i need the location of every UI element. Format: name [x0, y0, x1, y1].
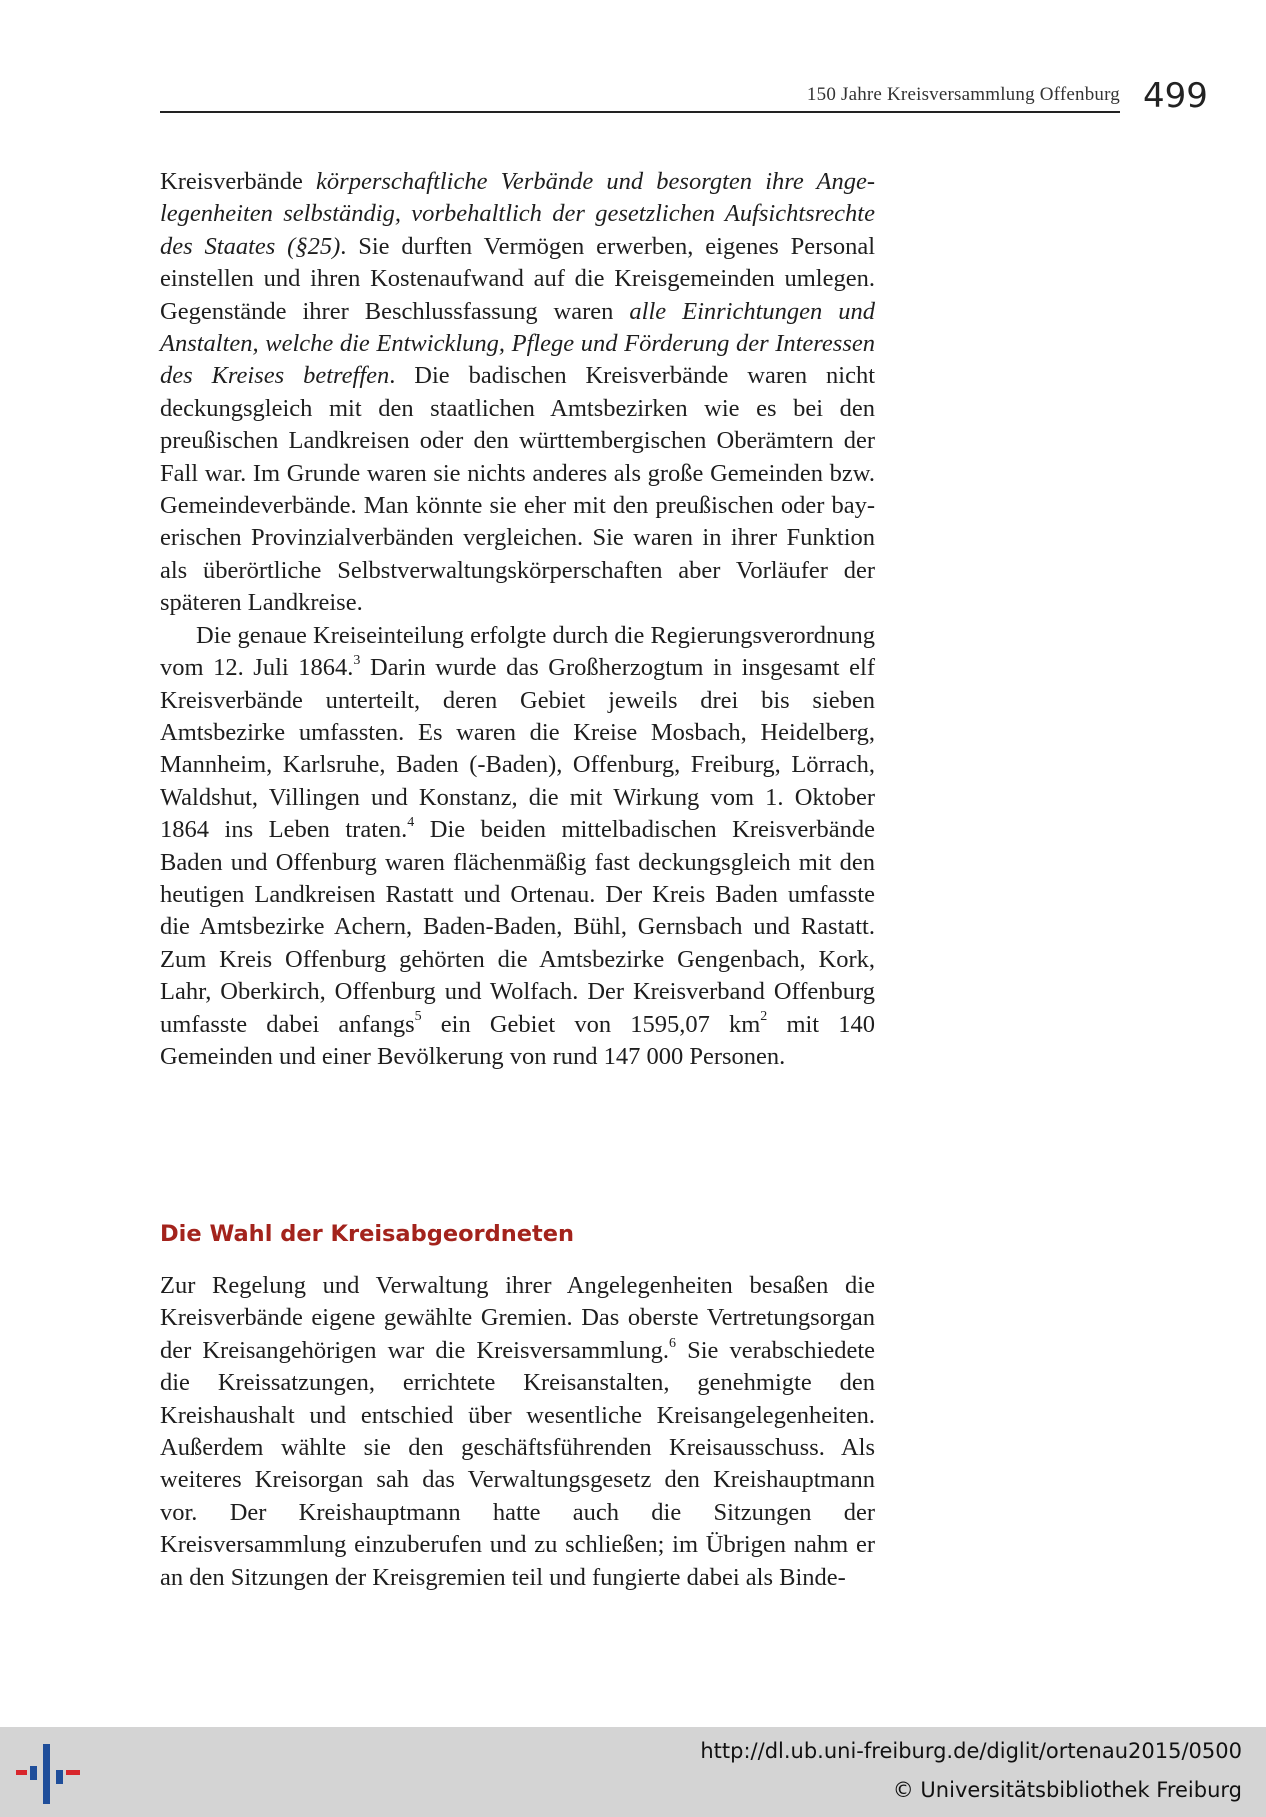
section-heading: Die Wahl der Kreisabgeordneten [160, 1221, 575, 1247]
footnote-marker: 3 [353, 652, 361, 668]
text-run: mit 140 Gemeinden und einer Bevölkerung von rund 147 000 Personen. [160, 1010, 876, 1070]
italic-quote: alle Einrichtungen und Anstalten, welche die Entwicklung, Pflege und Förderung der Interessen des Kreises betreffen [160, 297, 875, 390]
copyright-notice: © Universitätsbibliothek Freiburg [892, 1778, 1242, 1802]
italic-quote: körperschaftliche Verbände und besorgten ihre Angelegenheiten selbständig, vorbehaltlich der gesetzlichen Aufsichtsrechte des Staates (§25) [160, 168, 875, 260]
running-title: 150 Jahre Kreisversammlung Offenburg [806, 84, 1120, 105]
text-run: Die genaue Kreiseinteilung erfolgte durch die Regierungsverordnung vom 12. Juli 1864. [160, 621, 875, 682]
footnote-marker: 2 [760, 1009, 768, 1025]
text-run: Darin wurde das Großherzogtum in insgesamt elf Kreisverbände unterteilt, deren Gebiet jeweils drei bis sieben Amtsbezirke umfassten. Es waren die Kreise Mosbach, Heidelberg, Mannheim, Karlsruhe, Baden (-Baden), Offenburg, Freiburg, Lörrach, Waldshut, Villingen und Konstanz, die mit Wirkung vom 1. Oktober 1864 ins Leben traten. [160, 654, 875, 844]
text-run: Sie verabschiedete die Kreissatzungen, errichtete Kreisanstalten, genehmigte den Kreishaushalt und entschied über wesentliche Kreisangelegenheiten. Außerdem wählte sie den geschäftsführenden Kreisausschuss. Als weiteres Kreisorgan sah das Verwaltungsgesetz den Kreishauptmann vor. Der Kreishauptmann hatte auch die Sitzungen der Kreisversammlung einzuberufen und zu schließen; im Übrigen nahm er an den Sitzungen der Kreisgremien teil und fungierte dabei als Binde- [160, 1336, 876, 1591]
text-run: . Sie durften Vermögen erwerben, eigenes Personal einstellen und ihren Kostenaufwand auf die Kreisgemeinden umlegen. Gegenstände ihrer Beschlussfassung waren [160, 232, 876, 325]
page-number: 499 [1143, 76, 1208, 116]
header-rule [160, 111, 1120, 113]
source-url-link[interactable]: http://dl.ub.uni-freiburg.de/diglit/ortenau2015/0500 [700, 1739, 1242, 1763]
text-run: Zur Regelung und Verwaltung ihrer Angelegenheiten besaßen die Kreisverbände eigene gewählte Gremien. Das oberste Vertretungsorgan der Kreisangehörigen war die Kreisversammlung. [160, 1272, 875, 1364]
body-text-section-1 [160, 166, 875, 1073]
text-run: Die beiden mittelbadischen Kreisverbände Baden und Offenburg waren flächenmäßig fast deckungsgleich mit den heutigen Landkreisen Rastatt und Ortenau. Der Kreis Baden umfasste die Amtsbezirke Achern, Baden-Baden, Bühl, Gernsbach und Rastatt. Zum Kreis Offenburg gehörten die Amtsbezirke Gengenbach, Kork, Lahr, Oberkirch, Offenburg und Wolfach. Der Kreisverband Offenburg umfasste dabei anfangs [160, 816, 875, 1038]
body-text-section-2 [160, 1270, 875, 1594]
footnote-marker: 6 [668, 1335, 676, 1351]
footnote-marker: 5 [414, 1009, 422, 1025]
text-run: . Die badischen Kreisverbände waren nicht deckungsgleich mit den staatlichen Amtsbezirken wie es bei den preußischen Landkreisen oder den württembergischen Oberämtern der Fall war. Im Grunde waren sie nichts anderes als große Gemeinden bzw. Gemeindeverbände. Man könnte sie eher mit den preußischen oder bayerischen Provinzialverbänden vergleichen. Sie waren in ihrer Funktion als überörtliche Selbstverwaltungskörperschaften aber Vorläufer der späteren Landkreise. [160, 362, 876, 617]
footnote-marker: 4 [407, 814, 415, 830]
paragraph [160, 1270, 875, 1594]
ub-freiburg-logo-icon [16, 1740, 80, 1808]
text-run: Kreisverbände [160, 168, 317, 195]
paragraph [160, 620, 875, 1074]
running-head [160, 78, 1120, 112]
paragraph [160, 166, 875, 620]
text-run: ein Gebiet von 1595,07 km [421, 1010, 761, 1038]
